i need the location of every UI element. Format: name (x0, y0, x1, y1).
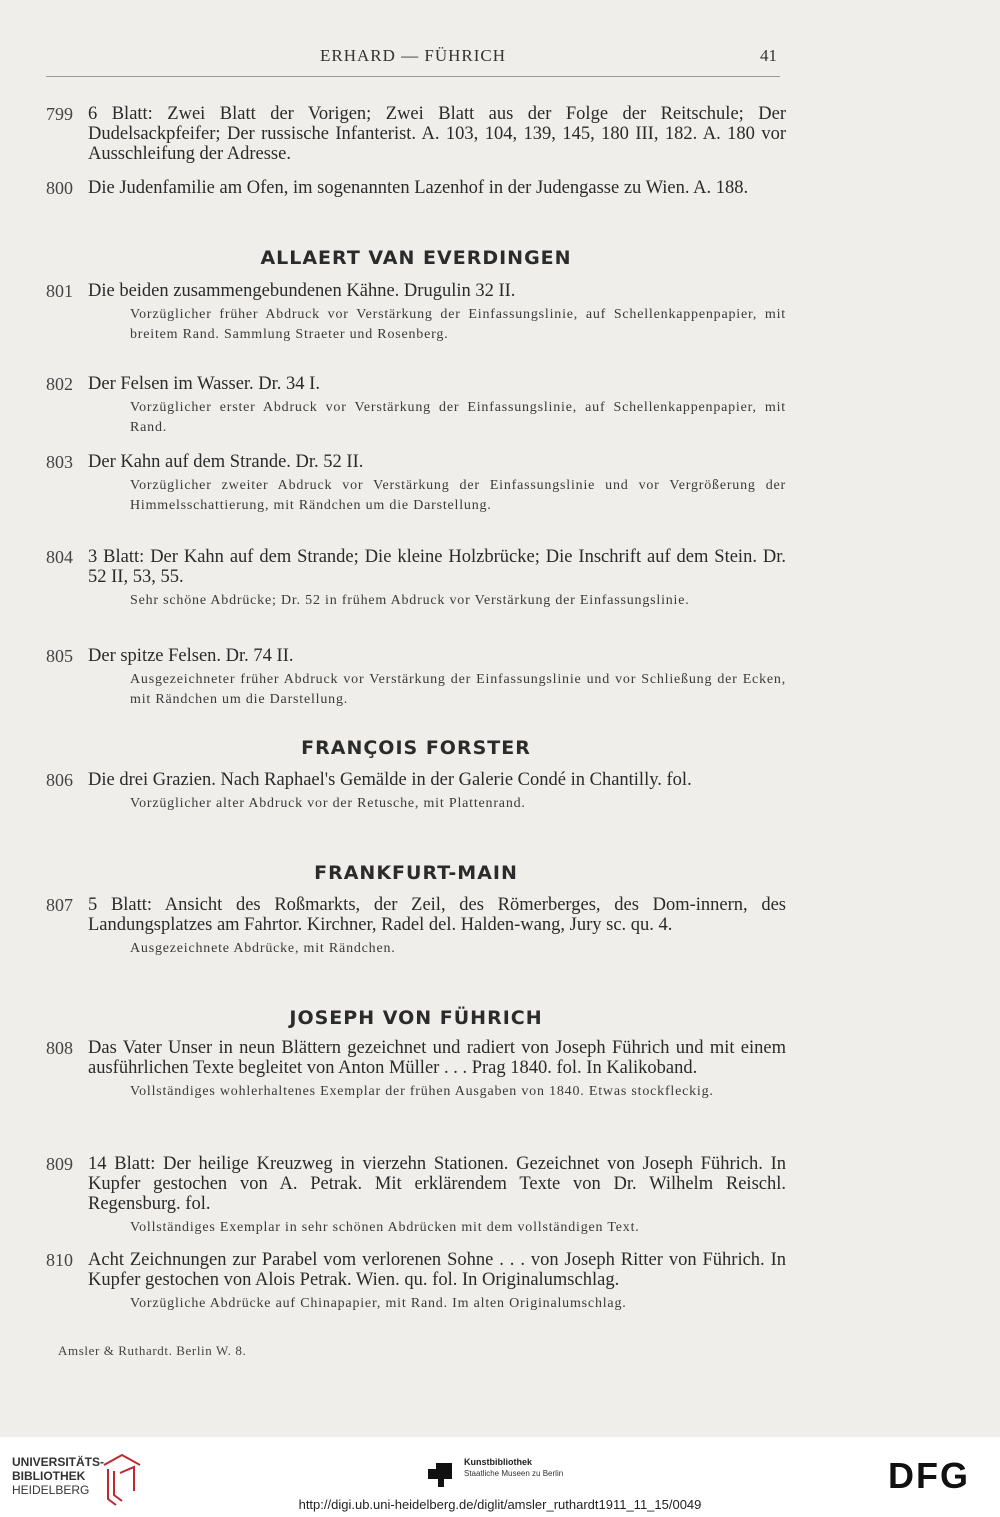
catalog-entry (46, 547, 786, 611)
ub-heidelberg-logo[interactable] (12, 1455, 104, 1497)
catalog-entry (46, 374, 786, 438)
entry-title: Der spitze Felsen. Dr. 74 II. (88, 646, 294, 666)
section-heading: FRANKFURT-MAIN (314, 862, 518, 884)
catalog-entry (46, 104, 786, 164)
section-heading: ALLAERT VAN EVERDINGEN (260, 247, 572, 269)
entry-note: Vorzüglicher zweiter Abdruck vor Verstärkung der Einfassungslinie und vor Vergrößerung der Himmelsschattierung, mit Rändchen um die Darstellung. (130, 478, 786, 513)
entry-title: Das Vater Unser in neun Blättern gezeichnet und radiert von Joseph Führich und mit einem ausführlichen Texte begleitet von Anton Müller . . . Prag 1840. fol. In Kalikoband. (88, 1038, 786, 1078)
page-number: 41 (760, 46, 777, 65)
ub-logo-line1: UNIVERSITÄTS- (12, 1455, 105, 1469)
lot-number: 809 (46, 1154, 73, 1174)
entry-note: Ausgezeichnete Abdrücke, mit Rändchen. (130, 941, 396, 956)
kunstbibliothek-subtitle: Staatliche Museen zu Berlin (464, 1469, 564, 1478)
entry-note: Sehr schöne Abdrücke; Dr. 52 in frühem Abdruck vor Verstärkung der Einfassungslinie. (130, 593, 690, 608)
lot-number: 799 (46, 104, 73, 124)
header-rule (46, 76, 780, 77)
lot-number: 801 (46, 281, 73, 301)
catalog-entry (46, 895, 786, 959)
entry-title: Acht Zeichnungen zur Parabel vom verlorenen Sohne . . . von Joseph Ritter von Führich. In Kupfer gestochen von Alois Petrak. Wien. qu. fol. In Originalumschlag. (88, 1250, 786, 1290)
entry-title: Der Kahn auf dem Strande. Dr. 52 II. (88, 452, 364, 472)
entry-note: Vorzüglicher alter Abdruck vor der Retusche, mit Plattenrand. (130, 796, 526, 811)
lot-number: 806 (46, 770, 73, 790)
entry-title: 3 Blatt: Der Kahn auf dem Strande; Die kleine Holzbrücke; Die Inschrift auf dem Stein. Dr. 52 II, 53, 55. (88, 547, 786, 587)
entry-title: 6 Blatt: Zwei Blatt der Vorigen; Zwei Blatt aus der Folge der Reitschule; Der Dudelsackpfeifer; Der russische Infanterist. A. 103, 104, 139, 145, 180 III, 182. A. 180 vor Ausschleifung der Adresse. (88, 104, 786, 164)
entry-note: Vorzüglicher früher Abdruck vor Verstärkung der Einfassungslinie, auf Schellenkappenpapier, mit breitem Rand. Sammlung Straeter und Rosenberg. (130, 307, 786, 342)
entry-title: 5 Blatt: Ansicht des Roßmarkts, der Zeil, des Römerberges, des Dom-innern, des Landungsplatzes am Fahrtor. Kirchner, Radel del. Halden-wang, Jury sc. qu. 4. (88, 895, 786, 935)
lot-number: 808 (46, 1038, 73, 1058)
entry-title: Der Felsen im Wasser. Dr. 34 I. (88, 374, 320, 394)
running-title: ERHARD — FÜHRICH (319, 46, 507, 65)
catalog-entry (46, 1250, 786, 1314)
section-heading: FRANÇOIS FORSTER (301, 737, 531, 759)
lot-number: 805 (46, 646, 73, 666)
section-heading: JOSEPH VON FÜHRICH (289, 1007, 543, 1029)
entry-note: Ausgezeichneter früher Abdruck vor Verstärkung der Einfassungslinie und vor Schließung der Ecken, mit Rändchen um die Darstellung. (130, 672, 786, 707)
kunstbibliothek-name: Kunstbibliothek (464, 1457, 532, 1467)
catalog-entry (46, 281, 786, 345)
lot-number: 804 (46, 547, 73, 567)
catalog-entry (46, 770, 786, 814)
printer-imprint: Amsler & Ruthardt. Berlin W. 8. (58, 1343, 247, 1358)
catalog-entry (46, 1154, 786, 1238)
catalog-entry (46, 178, 786, 198)
lot-number: 800 (46, 178, 73, 198)
entry-note: Vollständiges Exemplar in sehr schönen Abdrücken mit dem vollständigen Text. (130, 1220, 640, 1235)
digitization-footer (0, 1437, 1000, 1517)
entry-note: Vollständiges wohlerhaltenes Exemplar der frühen Ausgaben von 1840. Etwas stockfleckig. (130, 1084, 714, 1099)
entry-title: Die drei Grazien. Nach Raphael's Gemälde in der Galerie Condé in Chantilly. fol. (88, 770, 692, 790)
entry-title: 14 Blatt: Der heilige Kreuzweg in vierzehn Stationen. Gezeichnet von Joseph Führich. In Kupfer gestochen von A. Petrak. Mit erklärendem Texte von Dr. Wilhelm Reischl. Regensburg. fol. (88, 1154, 786, 1214)
entry-title: Die beiden zusammengebundenen Kähne. Drugulin 32 II. (88, 281, 516, 301)
catalog-entry (46, 646, 786, 710)
ub-logo-line3: HEIDELBERG (12, 1483, 90, 1497)
entry-note: Vorzüglicher erster Abdruck vor Verstärkung der Einfassungslinie, auf Schellenkappenpapier, mit Rand. (130, 400, 786, 435)
lot-number: 807 (46, 895, 73, 915)
lot-number: 802 (46, 374, 73, 394)
lot-number: 810 (46, 1250, 73, 1270)
entry-title: Die Judenfamilie am Ofen, im sogenannten Lazenhof in der Judengasse zu Wien. A. 188. (88, 178, 749, 198)
kunstbibliothek-mark-icon (426, 1459, 454, 1487)
ub-logo-line2: BIBLIOTHEK (12, 1469, 86, 1483)
entry-note: Vorzügliche Abdrücke auf Chinapapier, mit Rand. Im alten Originalumschlag. (130, 1296, 627, 1311)
catalog-entry (46, 1038, 786, 1102)
dfg-logo[interactable]: DFG (888, 1455, 970, 1496)
catalog-entry (46, 452, 786, 516)
permalink-url[interactable]: http://digi.ub.uni-heidelberg.de/diglit/amsler_ruthardt1911_11_15/0049 (298, 1497, 702, 1512)
lot-number: 803 (46, 452, 73, 472)
